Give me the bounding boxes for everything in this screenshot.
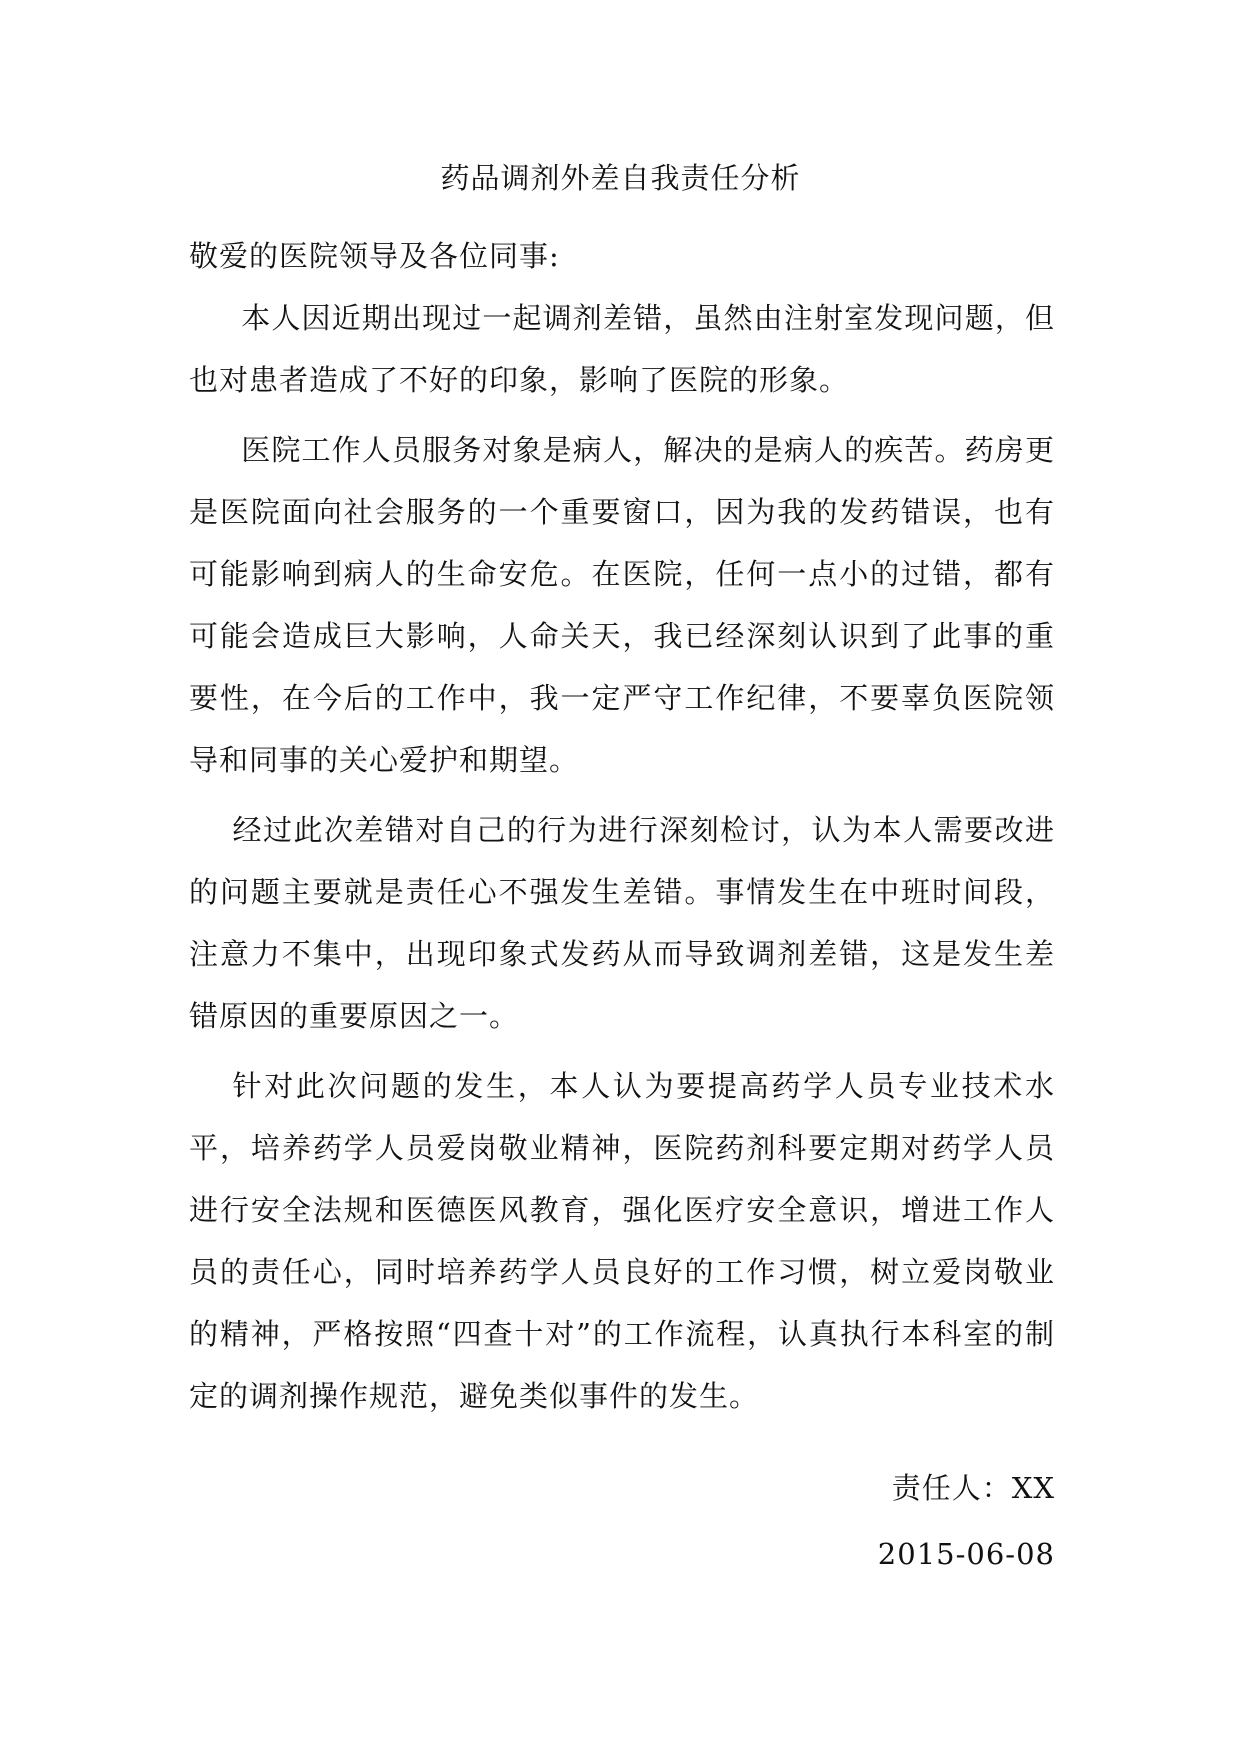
paragraph-responsibility: 医院工作人员服务对象是病人，解决的是病人的疾苦。药房更是医院面向社会服务的一个重要窗口，因为我的发药错误，也有可能影响到病人的生命安危。在医院，任何一点小的过错，都有可能会造成巨大影响，人命关天，我已经深刻认识到了此事的重要性，在今后的工作中，我一定严守工作纪律，不要辜负医院领导和同事的关心爱护和期望。 xyxy=(189,433,1055,777)
document-body xyxy=(189,225,1055,1435)
paragraph-improvement-measures: 针对此次问题的发生，本人认为要提高药学人员专业技术水平，培养药学人员爱岗敬业精神，医院药剂科要定期对药学人员进行安全法规和医德医风教育，强化医疗安全意识，增进工作人员的责任心，同时培养药学人员良好的工作习惯，树立爱岗敬业的精神，严格按照“四查十对”的工作流程，认真执行本科室的制定的调剂操作规范，避免类似事件的发生。 xyxy=(189,1069,1055,1413)
paragraph-cause-analysis: 经过此次差错对自己的行为进行深刻检讨，认为本人需要改进的问题主要就是责任心不强发生差错。事情发生在中班时间段，注意力不集中，出现印象式发药从而导致调剂差错，这是发生差错原因的重要原因之一。 xyxy=(189,813,1055,1033)
salutation: 敬爱的医院领导及各位同事: xyxy=(189,239,560,273)
document-title: 药品调剂外差自我责任分析 xyxy=(440,161,801,195)
paragraph-incident: 本人因近期出现过一起调剂差错，虽然由注射室发现问题，但也对患者造成了不好的印象，影响了医院的形象。 xyxy=(189,301,1055,397)
signature-line: 责任人：XX xyxy=(891,1471,1055,1505)
document-date: 2015-06-08 xyxy=(877,1537,1055,1571)
